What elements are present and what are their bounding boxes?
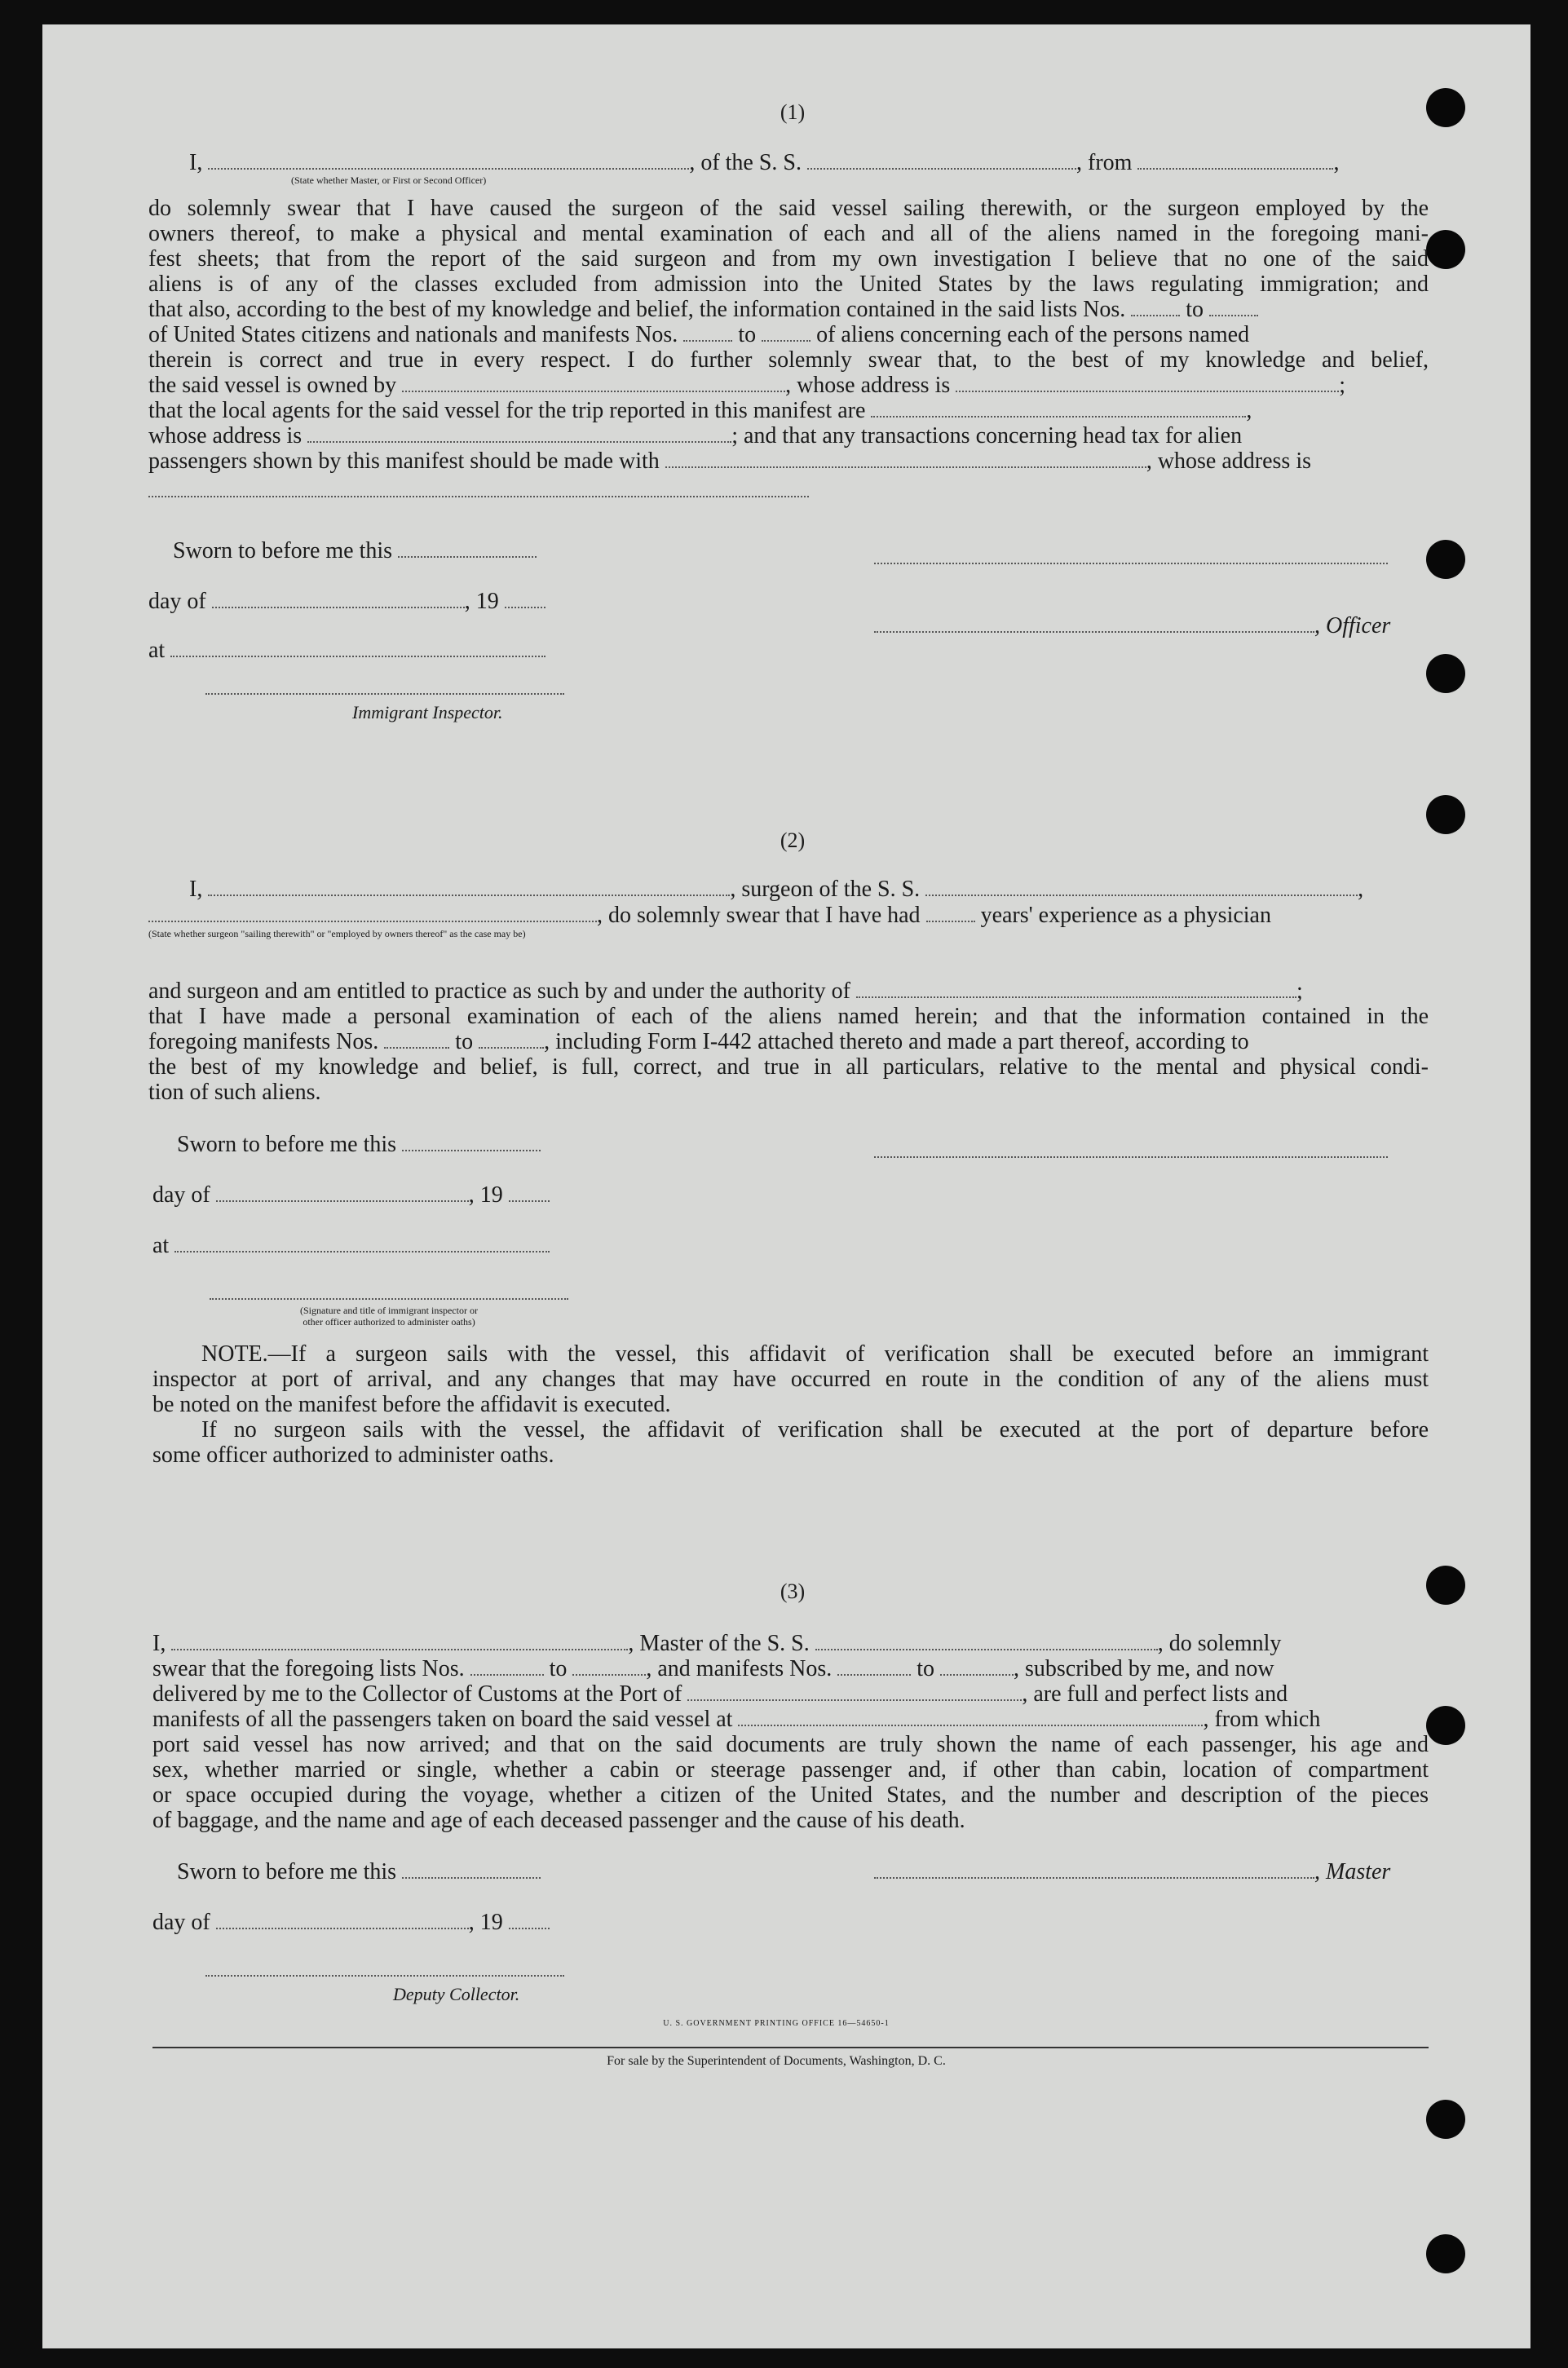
punch-hole [1426,795,1465,834]
officer-signature-line [874,613,1390,639]
agent-address-line [148,423,1429,449]
to-label: to [738,322,757,347]
surgeon-manifest-from-field[interactable] [384,1029,449,1049]
at-label [152,1233,550,1259]
years-experience-field[interactable] [926,903,975,922]
surgeon-first-line [189,877,1429,903]
surgeon-signature-field[interactable] [874,1156,1388,1158]
oath-text: that the local agents for the said vessel for the trip reported in this manifest are [148,398,866,423]
oath-text: of aliens concerning each of the persons named [816,322,1250,347]
surgeon-status-field[interactable] [148,903,597,922]
year-prefix: , 19 [468,1910,503,1935]
punch-hole [1426,654,1465,693]
to-label: to [549,1656,568,1681]
deputy-collector-signature-field[interactable] [205,1975,564,1977]
sworn-label [177,1859,541,1885]
owner-line [148,373,1429,399]
head-tax-line [148,448,1429,475]
to-label: to [917,1656,935,1681]
deputy-collector-label: Deputy Collector. [393,1984,520,2004]
collector-line [152,1681,1429,1708]
oath-line: tion of such aliens. [148,1080,321,1105]
of-ss-label: , of the S. S. [689,150,802,175]
section-3-number: (3) [780,1579,806,1603]
oath-text: delivered by me to the Collector of Customs at the Port of [152,1681,682,1707]
head-tax-address-field[interactable] [148,496,809,497]
note-line: inspector at port of arrival, and any changes that may have occurred en route in the condition of any of the aliens must [152,1367,1429,1392]
authorized-officer-signature-field[interactable] [210,1298,568,1300]
comma: , [1246,398,1252,423]
master-signature-line [874,1859,1390,1885]
year-prefix: , 19 [468,1182,503,1208]
month-field[interactable] [216,1910,469,1929]
agents-line [148,398,1429,424]
signature-note: (Signature and title of immigrant inspector or [300,1305,478,1316]
punch-hole [1426,540,1465,579]
to-label: to [455,1029,474,1054]
oath-line: fest sheets; that from the report of the said surgeon and from my own investigation I believe that no one of the said [148,246,1429,272]
inspector-label: Immigrant Inspector. [352,702,503,722]
oath-line: do solemnly swear that I have caused the surgeon of the said vessel sailing therewith, or the surgeon employed by the [148,196,1429,221]
oath-text: , from which [1203,1707,1321,1732]
day-of-label [152,1182,550,1208]
oath-line: the best of my knowledge and belief, is full, correct, and true in all particulars, relative to the mental and physical condi- [148,1054,1429,1080]
officer-signature-upper-field[interactable] [874,563,1388,564]
year-field[interactable] [509,1182,550,1202]
signature-note: other officer authorized to administer oaths) [303,1316,475,1328]
oath-text: , do solemnly swear that I have had [597,903,921,928]
master-of-label: , Master of the S. S. [628,1631,810,1656]
month-field[interactable] [216,1182,469,1202]
day-of-text: day of [152,1182,210,1208]
note-line: If no surgeon sails with the vessel, the affidavit of verification shall be executed at the port of departure before [201,1417,1429,1442]
surgeon-experience-line [148,903,1429,929]
day-of-text: day of [148,589,206,614]
comma: , [1358,877,1364,902]
sworn-day-field[interactable] [402,1132,541,1151]
master-vessel-field[interactable] [815,1631,1158,1650]
oath-text: years' experience as a physician [980,903,1271,928]
oath-text: , whose address is [1146,448,1312,474]
oath-line: owners thereof, to make a physical and mental examination of each and all of the aliens named in the foregoing mani- [148,221,1429,246]
manifests-to-field[interactable] [940,1656,1014,1676]
day-of-label [148,589,545,615]
oath-line: aliens is of any of the classes excluded from admission into the United States by the laws regulating immigration; and [148,272,1429,297]
oath-line: therein is correct and true in every respect. I do further solemnly swear that, to the best of my knowledge and belief, [148,347,1429,373]
at-text: at [148,638,166,663]
surgeon-status-note: (State whether surgeon "sailing therewith" or "employed by owners thereof" as the case may be) [148,928,526,939]
oath-line-manifests [148,322,1429,348]
year-field[interactable] [505,589,545,608]
to-label: to [1186,297,1204,322]
boarding-line [152,1707,1429,1733]
oath-line: of baggage, and the name and age of each deceased passenger and the cause of his death. [152,1808,965,1833]
sworn-text: Sworn to before me this [173,538,393,563]
oath-line-lists [148,297,1429,323]
master-first-line [152,1631,1429,1657]
gpo-imprint: U. S. GOVERNMENT PRINTING OFFICE 16—54650-1 [663,2019,890,2028]
oath-text: foregoing manifests Nos. [148,1029,379,1054]
punch-hole [1426,88,1465,127]
oath-text: the said vessel is owned by [148,373,397,398]
rank-field-note: (State whether Master, or First or Second Officer) [291,175,487,186]
oath-text: of United States citizens and nationals and manifests Nos. [148,322,678,347]
master-label: , Master [1314,1859,1391,1884]
pronoun-i: I, [189,150,203,175]
manifests-from-field[interactable] [837,1656,911,1676]
oath-text: swear that the foregoing lists Nos. [152,1656,465,1681]
oath-text: and surgeon and am entitled to practice as such by and under the authority of [148,979,850,1004]
from-label: , from [1076,150,1133,175]
oath-text: ; and that any transactions concerning head tax for alien [731,423,1243,448]
manifest-no-to-field[interactable] [762,322,811,342]
surgeon-manifests-line [148,1029,1429,1055]
departure-port-field[interactable] [1137,150,1333,170]
form-sheet [42,24,1530,2348]
oath-line: that I have made a personal examination of each of the aliens named herein; and that the information contained in the [148,1004,1429,1029]
head-tax-party-field[interactable] [665,448,1146,468]
lists-from-field[interactable] [470,1656,544,1676]
at-text: at [152,1233,170,1258]
oath-text: manifests of all the passengers taken on board the said vessel at [152,1707,733,1732]
semicolon: ; [1296,979,1303,1004]
punch-hole [1426,1706,1465,1745]
place-field[interactable] [174,1233,550,1252]
lists-to-field[interactable] [572,1656,646,1676]
boarding-port-field[interactable] [738,1707,1203,1726]
year-field[interactable] [509,1910,550,1929]
oath-line: or space occupied during the voyage, whether a citizen of the United States, and the number and description of the pieces [152,1783,1429,1808]
vessel-owner-field[interactable] [402,373,785,392]
footer-rule [152,2047,1429,2048]
oath-text: , do solemnly [1157,1631,1282,1656]
officer-signature-field[interactable] [874,613,1314,633]
sworn-label [173,538,537,564]
vessel-name-field[interactable] [807,150,1076,170]
section-2-number: (2) [780,828,806,852]
list-no-to-field[interactable] [1209,297,1258,316]
surgeon-name-field[interactable] [208,877,730,896]
note-line: some officer authorized to administer oaths. [152,1442,554,1468]
inspector-signature-field[interactable] [205,693,564,695]
master-name-field[interactable] [171,1631,628,1650]
oath-line: sex, whether married or single, whether a cabin or steerage passenger and, if other than cabin, location of compartment [152,1757,1429,1783]
punch-hole [1426,2100,1465,2139]
oath-text: , whose address is [785,373,951,398]
surgeon-manifest-to-field[interactable] [479,1029,544,1049]
sworn-day-field[interactable] [398,538,537,558]
oath-text: , including Form I-442 attached thereto and made a part thereof, according to [544,1029,1249,1054]
manifest-no-from-field[interactable] [683,322,732,342]
list-no-from-field[interactable] [1131,297,1180,316]
sworn-text: Sworn to before me this [177,1132,397,1157]
lists-line [152,1656,1429,1682]
section-1-number: (1) [780,100,806,124]
section-1-first-line [189,150,1429,176]
oath-text: , and manifests Nos. [646,1656,833,1681]
rank-field[interactable] [208,150,689,170]
sworn-text: Sworn to before me this [177,1859,397,1884]
authority-line [148,979,1429,1005]
sworn-day-field[interactable] [402,1859,541,1879]
oath-text: , are full and perfect lists and [1022,1681,1288,1707]
semicolon: ; [1339,373,1346,398]
punch-hole [1426,230,1465,269]
oath-text: whose address is [148,423,303,448]
day-of-text: day of [152,1910,210,1935]
pronoun-i: I, [189,877,203,902]
officer-label: , Officer [1314,613,1391,638]
note-line: NOTE.—If a surgeon sails with the vessel, this affidavit of verification shall be executed before an immigrant [201,1341,1429,1367]
local-agents-field[interactable] [871,398,1246,417]
agent-address-field[interactable] [307,423,731,443]
master-signature-field[interactable] [874,1859,1314,1879]
punch-hole [1426,1566,1465,1605]
oath-text: that also, according to the best of my knowledge and belief, the information contained in the said lists Nos. [148,297,1126,322]
place-field[interactable] [170,638,545,657]
sworn-label [177,1132,541,1158]
sale-notice: For sale by the Superintendent of Documents, Washington, D. C. [607,2054,946,2068]
owner-address-field[interactable] [956,373,1339,392]
port-field[interactable] [687,1681,1022,1701]
authority-field[interactable] [856,979,1296,998]
pronoun-i: I, [152,1631,166,1656]
day-of-label [152,1910,550,1936]
at-label [148,638,545,664]
oath-text: passengers shown by this manifest should be made with [148,448,660,474]
punch-hole [1426,2234,1465,2273]
oath-text: , subscribed by me, and now [1014,1656,1274,1681]
comma: , [1333,150,1340,175]
surgeon-vessel-field[interactable] [925,877,1358,896]
note-line: be noted on the manifest before the affidavit is executed. [152,1392,671,1417]
surgeon-of-label: , surgeon of the S. S. [730,877,921,902]
year-prefix: , 19 [464,589,499,614]
month-field[interactable] [212,589,465,608]
oath-line: port said vessel has now arrived; and that on the said documents are truly shown the name of each passenger, his age and [152,1732,1429,1757]
